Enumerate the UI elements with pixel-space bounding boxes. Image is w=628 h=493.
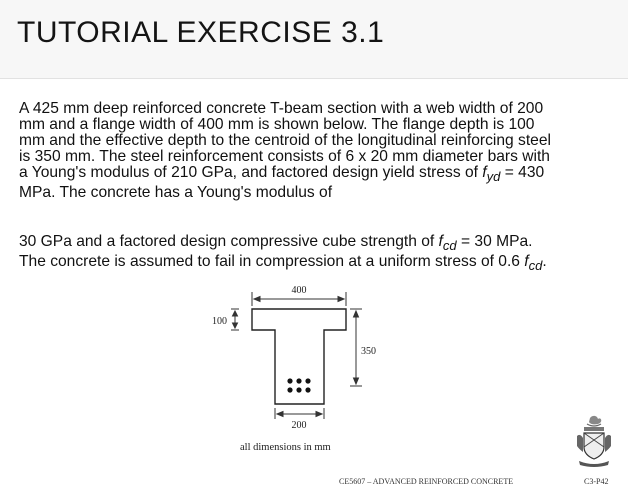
text-line xyxy=(19,234,614,254)
flange-width-label: 400 xyxy=(291,285,307,296)
rebar xyxy=(296,387,301,392)
subscript-cd: cd xyxy=(442,238,457,254)
rebar xyxy=(305,387,310,392)
text-line xyxy=(19,254,614,274)
web-width-dimension xyxy=(275,408,324,419)
symbol-f: f xyxy=(438,233,443,250)
text-line xyxy=(19,165,614,185)
flange-depth-label: 100 xyxy=(212,316,227,327)
problem-paragraph-1 xyxy=(19,101,614,201)
rebar xyxy=(305,378,310,383)
symbol-f: f xyxy=(524,253,529,271)
rebar xyxy=(287,378,292,383)
effective-depth-label: 350 xyxy=(361,346,376,357)
slide-title: TUTORIAL EXERCISE 3.1 xyxy=(17,16,385,49)
subscript-cd: cd xyxy=(528,258,543,274)
text-fragment: a Young's modulus of 210 GPa, and factored design yield stress of xyxy=(19,164,483,181)
text-fragment: 30 GPa and a factored design compressive cube strength of xyxy=(19,233,439,250)
diagram-caption: all dimensions in mm xyxy=(240,442,331,453)
text-line: mm and the effective depth to the centroid of the longitudinal reinforcing steel xyxy=(19,132,551,149)
symbol-f: f xyxy=(482,164,487,181)
rebar xyxy=(296,378,301,383)
reinforcement-bars xyxy=(287,378,310,392)
text-fragment: The concrete is assumed to fail in compression at a uniform stress of 0.6 xyxy=(19,253,525,271)
web-width-label: 200 xyxy=(291,420,307,431)
text-fragment: = 430 xyxy=(500,164,545,181)
text-line: A 425 mm deep reinforced concrete T-beam section with a web width of 200 xyxy=(19,100,544,117)
text-line: MPa. The concrete has a Young's modulus of xyxy=(19,184,333,202)
problem-paragraph-2 xyxy=(19,234,614,274)
footer-course: CE5607 – ADVANCED REINFORCED CONCRETE xyxy=(339,477,514,486)
subscript-yd: yd xyxy=(486,169,501,185)
text-fragment: . xyxy=(542,253,547,271)
text-line: is 350 mm. The steel reinforcement consists of 6 x 20 mm diameter bars with xyxy=(19,148,550,165)
flange-depth-dimension xyxy=(231,309,239,330)
t-beam-diagram xyxy=(196,277,386,467)
university-crest-icon xyxy=(576,414,612,468)
title-bar xyxy=(0,0,628,79)
text-fragment: = 30 MPa. xyxy=(456,233,533,250)
page-number: C3-P42 xyxy=(584,477,609,486)
text-line: mm and a flange width of 400 mm is shown below. The flange depth is 100 xyxy=(19,116,535,133)
rebar xyxy=(287,387,292,392)
